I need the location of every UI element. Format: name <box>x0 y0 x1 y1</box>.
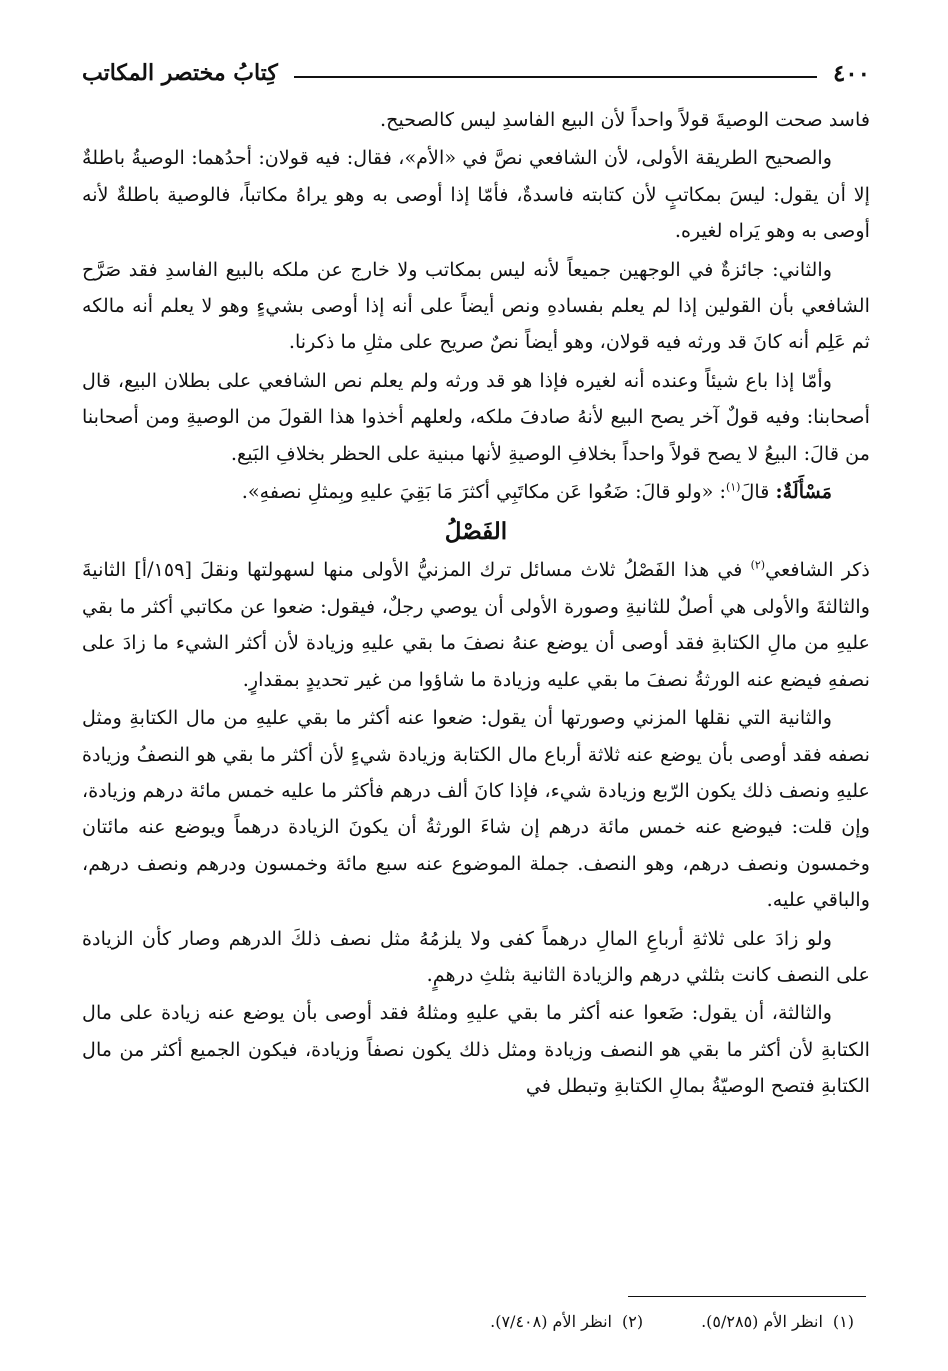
running-title: كِتابُ مختصر المكاتب <box>82 60 278 86</box>
footnote-number: (١) <box>832 1312 854 1331</box>
paragraph: والثاني: جائزةٌ في الوجهين جميعاً لأنه ليس بمكاتب ولا خارج عن ملكه بالبيع الفاسدِ فقد صَرَّح الشافعي بأن القولين إذا لم يعلم بفسادهِ ونص أيضاً على أنه إذا أوصى بشيءٍ وهو لا يعلم أنه مالكه ثم عَلِم أنه كانَ قد ورثه فيه قولان، وهو أيضاً نصٌ صريح على مثلِ ما ذكرنا. <box>82 257 870 354</box>
page <box>82 52 870 1107</box>
section-intro <box>82 552 870 698</box>
footnote-1 <box>701 1310 854 1334</box>
page-body <box>82 102 870 1105</box>
footnote-number: (٢) <box>621 1312 644 1331</box>
masala-paragraph <box>82 474 870 510</box>
page-number: ٤٠٠ <box>832 59 870 87</box>
paragraph: فاسد صحت الوصيةَ قولاً واحداً لأن البيع الفاسدِ ليس كالصحيح. <box>379 108 870 131</box>
paragraph: ولو زادَ على ثلاثةِ أرباعِ المالِ درهماً كفى ولا يلزمُهُ مثل نصف ذلكَ الدرهم وصار كأن الزيادة على النصف كانت بثلثي درهم والزيادة الثانية بثلثِ درهمٍ. <box>82 926 870 986</box>
section-intro-text: في هذا الفَصْلُ ثلاث مسائل ترك المزنيُّ الأولى منها لسهولتها ونقلَ [١٥٩/أ] الثانيةَ والثالثةَ والأولى هي أصلٌ للثانيةِ وصورة الأولى أن يوصي رجلٌ، فيقول: ضعوا عن مكاتبي أكثر ما بقي عليهِ من مالِ الكتابةِ فقد أوصى أن يوضع عنهُ نصفَ ما بقي عليهِ وزيادة لأن أكثر الشيء ما زادَ على نصفهِ فيضع عنه الورثةُ نصفَ ما بقي عليه وزيادة ما شاؤوا من غير تحديدٍ بمقدارٍ. <box>82 558 870 691</box>
footnote-2 <box>490 1310 643 1334</box>
page-header <box>82 52 870 94</box>
section-intro-prefix: ذكر الشافعي <box>765 558 870 582</box>
paragraph: والثالثة، أن يقول: ضَعوا عنه أكثر ما بقي عليهِ ومثلهُ فقد أوصى بأن يوضع عنه زيادة على مال الكتابةِ لأن أكثر ما بقي هو النصف وزيادة ومثل ذلك يكون نصفاً وزيادة، فيكون الجميع أكثر من مال الكتابةِ فتصح الوصيّةُ بمالِ الكتابةِ وتبطل في <box>82 1001 870 1098</box>
paragraph: وأمّا إذا باع شيئاً وعنده أنه لغيره فإذا هو قد ورثه ولم يعلم نص الشافعي على بطلان البيع، قال أصحابنا: وفيه قولٌ آخر يصح البيع لأنهُ صادفَ ملكه، ولعلهم أخذوا هذا القولَ من الوصيةِ ومن أصحابنا من قالَ: البيعُ لا يصح قولاً واحداً بخلافِ الوصيةِ لأنها مبنية على الحظر بخلافِ البَيع. <box>82 368 870 465</box>
section-title: الفَصْلُ <box>444 518 508 546</box>
footnote-text: انظر الأم (٥/٢٨٥). <box>701 1312 823 1331</box>
masala-label: مَسْأَلَةٌ: <box>775 480 832 504</box>
footnote-marker[interactable]: (١) <box>725 480 741 494</box>
footnote-rule <box>628 1296 866 1297</box>
footnote-marker[interactable]: (٢) <box>750 559 766 573</box>
masala-qala: قالَ <box>740 480 770 504</box>
masala-quote: : «ولو قالَ: ضَعُوا عَن مكاتَبِي أكثرَ مَا بَقِيَ عليهِ وبِمثلِ نصفهِ». <box>241 480 726 504</box>
paragraph: والصحيح الطريقة الأولى، لأن الشافعي نصَّ في «الأم»، فقال: فيه قولان: أحدُهما: الوصيةُ باطلةٌ إلا أن يقول: ليسَ بمكاتبٍ لأن كتابته فاسدةٌ، فأمّا إذا أوصى به وهو يراهُ مكاتباً، فالوصية باطلةٌ لأنه أوصى به وهو يَراه لغيره. <box>82 146 870 243</box>
paragraph: والثانية التي نقلها المزني وصورتها أن يقول: ضعوا عنه أكثر ما بقي عليهِ من مال الكتابةِ ومثل نصفه فقد أوصى بأن يوضع عنه ثلاثة أرباع مال الكتابة وزيادة شيءٍ لأن أكثر ما بقي هو النصفُ وزيادة عليهِ ونصف ذلك يكون الرّبع وزيادة شيء، فإذا كانَ ألف درهم فأكثر ما عليه خمس مائة درهم وزيادة، وإن قلت: فيوضع عنه خمس مائة درهم إن شاءَ الورثةُ أن يكونَ الزيادة درهماً ويوضع عنه مائتان وخمسون ونصف درهم، وهو النصف. جملة الموضوع عنه سبع مائة وخمسون ودرهم ونصف درهم، والباقي عليه. <box>82 706 870 912</box>
header-rule <box>294 76 817 78</box>
footnote-text: انظر الأم (٧/٤٠٨). <box>490 1312 612 1331</box>
footnotes <box>154 1310 854 1334</box>
